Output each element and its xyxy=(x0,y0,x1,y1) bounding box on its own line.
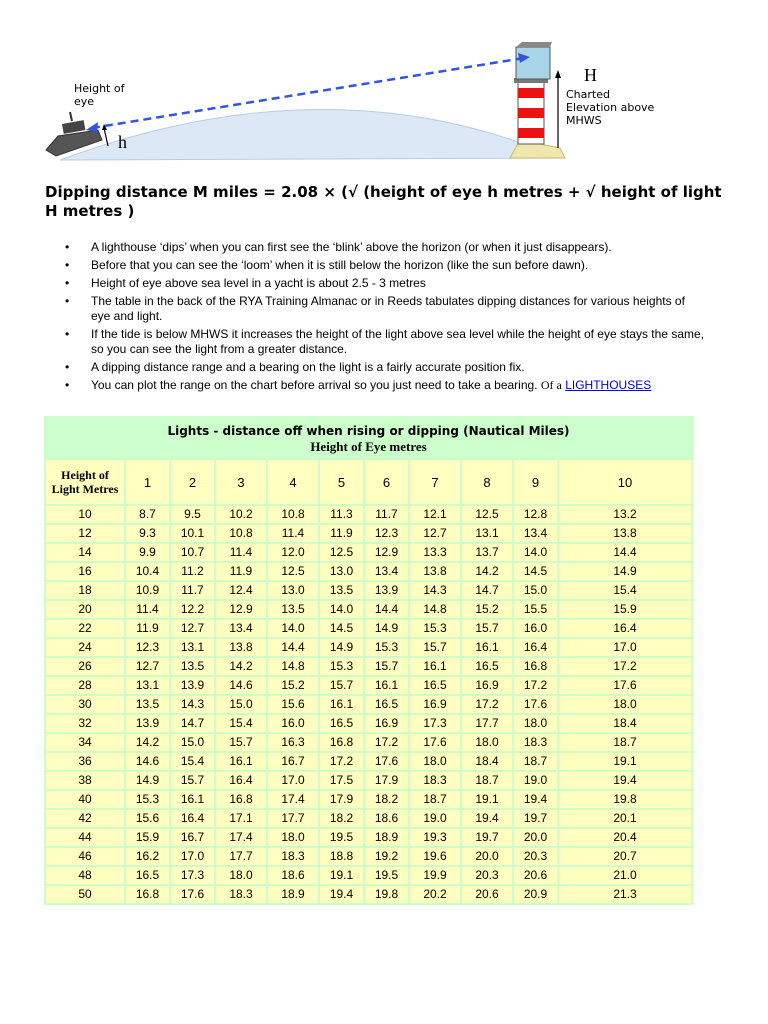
table-row xyxy=(46,886,691,903)
distance-cell: 13.9 xyxy=(171,677,214,694)
eye-height-header: 3 xyxy=(216,460,266,504)
light-height-cell: 28 xyxy=(46,677,124,694)
distance-cell: 18.3 xyxy=(268,848,318,865)
distance-cell: 19.8 xyxy=(365,886,408,903)
light-height-cell: 26 xyxy=(46,658,124,675)
distance-cell: 15.4 xyxy=(559,582,691,599)
distance-cell: 18.2 xyxy=(320,810,363,827)
distance-cell: 16.1 xyxy=(410,658,460,675)
lighthouses-link[interactable]: LIGHTHOUSES xyxy=(565,378,652,392)
distance-cell: 16.4 xyxy=(216,772,266,789)
distance-cell: 18.3 xyxy=(410,772,460,789)
distance-cell: 15.3 xyxy=(126,791,169,808)
eye-height-header: 1 xyxy=(126,460,169,504)
distance-cell: 13.4 xyxy=(365,563,408,580)
H-label: H xyxy=(584,65,597,85)
distance-cell: 15.7 xyxy=(320,677,363,694)
distance-cell: 17.7 xyxy=(268,810,318,827)
distance-cell: 12.5 xyxy=(462,506,512,523)
distance-cell: 17.6 xyxy=(171,886,214,903)
distance-cell: 14.8 xyxy=(410,601,460,618)
distance-cell: 14.3 xyxy=(171,696,214,713)
distance-cell: 15.7 xyxy=(410,639,460,656)
distance-cell: 15.9 xyxy=(559,601,691,618)
distance-cell: 19.5 xyxy=(365,867,408,884)
h-label: h xyxy=(118,132,127,152)
table-row xyxy=(46,544,691,561)
light-height-cell: 22 xyxy=(46,620,124,637)
distance-cell: 18.7 xyxy=(410,791,460,808)
distance-cell: 15.6 xyxy=(268,696,318,713)
distance-cell: 16.4 xyxy=(559,620,691,637)
distance-cell: 16.9 xyxy=(365,715,408,732)
distance-cell: 20.1 xyxy=(559,810,691,827)
distance-cell: 15.0 xyxy=(216,696,266,713)
distance-cell: 10.8 xyxy=(268,506,318,523)
eye-height-header: 8 xyxy=(462,460,512,504)
distance-cell: 8.7 xyxy=(126,506,169,523)
table-title-row xyxy=(46,418,691,458)
distance-cell: 21.3 xyxy=(559,886,691,903)
table-body xyxy=(46,418,691,903)
distance-cell: 18.0 xyxy=(559,696,691,713)
distance-cell: 12.7 xyxy=(126,658,169,675)
distance-cell: 16.5 xyxy=(365,696,408,713)
table-subtitle: Height of Eye metres xyxy=(310,439,427,454)
distance-cell: 14.0 xyxy=(514,544,557,561)
distance-cell: 14.5 xyxy=(320,620,363,637)
distance-cell: 15.3 xyxy=(320,658,363,675)
distance-cell: 18.3 xyxy=(216,886,266,903)
distance-cell: 14.2 xyxy=(216,658,266,675)
distance-cell: 18.4 xyxy=(462,753,512,770)
distance-cell: 13.0 xyxy=(268,582,318,599)
distance-cell: 19.3 xyxy=(410,829,460,846)
distance-cell: 15.7 xyxy=(216,734,266,751)
distance-cell: 15.7 xyxy=(171,772,214,789)
distance-cell: 18.0 xyxy=(410,753,460,770)
distance-cell: 19.1 xyxy=(320,867,363,884)
distance-cell: 20.7 xyxy=(559,848,691,865)
eye-height-header: 6 xyxy=(365,460,408,504)
distance-cell: 11.4 xyxy=(216,544,266,561)
bullet-text: You can plot the range on the chart before arrival so you just need to take a bearing. xyxy=(91,378,538,392)
distance-cell: 14.3 xyxy=(410,582,460,599)
distance-cell: 17.0 xyxy=(559,639,691,656)
distance-cell: 16.8 xyxy=(320,734,363,751)
distance-cell: 14.6 xyxy=(216,677,266,694)
distance-cell: 17.4 xyxy=(216,829,266,846)
distance-cell: 12.3 xyxy=(365,525,408,542)
list-item xyxy=(45,378,705,393)
distance-cell: 17.6 xyxy=(365,753,408,770)
bullet-suffix: Of a xyxy=(540,378,562,392)
table-row xyxy=(46,810,691,827)
distance-cell: 16.0 xyxy=(514,620,557,637)
distance-cell: 10.8 xyxy=(216,525,266,542)
light-height-cell: 42 xyxy=(46,810,124,827)
distance-cell: 20.9 xyxy=(514,886,557,903)
distance-cell: 15.6 xyxy=(126,810,169,827)
distance-cell: 19.4 xyxy=(462,810,512,827)
table-row xyxy=(46,582,691,599)
eye-height-header: 5 xyxy=(320,460,363,504)
distance-cell: 14.5 xyxy=(514,563,557,580)
distance-cell: 10.9 xyxy=(126,582,169,599)
distance-cell: 18.9 xyxy=(268,886,318,903)
distance-cell: 17.7 xyxy=(216,848,266,865)
light-height-cell: 30 xyxy=(46,696,124,713)
charted-elevation-label: Charted Elevation above MHWS xyxy=(566,88,655,127)
distance-cell: 13.7 xyxy=(462,544,512,561)
distance-cell: 13.8 xyxy=(216,639,266,656)
distance-cell: 17.2 xyxy=(320,753,363,770)
distance-cell: 16.1 xyxy=(216,753,266,770)
distance-cell: 16.7 xyxy=(171,829,214,846)
distance-cell: 16.1 xyxy=(171,791,214,808)
distance-cell: 19.1 xyxy=(462,791,512,808)
distance-cell: 18.8 xyxy=(320,848,363,865)
distance-cell: 9.5 xyxy=(171,506,214,523)
distance-cell: 19.1 xyxy=(559,753,691,770)
distance-cell: 16.5 xyxy=(320,715,363,732)
light-height-cell: 46 xyxy=(46,848,124,865)
distance-cell: 16.3 xyxy=(268,734,318,751)
distance-cell: 11.4 xyxy=(126,601,169,618)
distance-cell: 11.2 xyxy=(171,563,214,580)
table-row xyxy=(46,791,691,808)
eye-height-header: 9 xyxy=(514,460,557,504)
distance-cell: 17.5 xyxy=(320,772,363,789)
distance-cell: 18.0 xyxy=(268,829,318,846)
distance-cell: 13.4 xyxy=(216,620,266,637)
table-row xyxy=(46,715,691,732)
distance-cell: 17.3 xyxy=(171,867,214,884)
distance-cell: 11.9 xyxy=(320,525,363,542)
table-row xyxy=(46,867,691,884)
distance-cell: 14.0 xyxy=(320,601,363,618)
distance-cell: 15.7 xyxy=(365,658,408,675)
distance-cell: 13.5 xyxy=(268,601,318,618)
distance-cell: 16.5 xyxy=(462,658,512,675)
distance-cell: 12.7 xyxy=(410,525,460,542)
distance-cell: 17.6 xyxy=(559,677,691,694)
distance-cell: 14.9 xyxy=(365,620,408,637)
distance-cell: 14.4 xyxy=(268,639,318,656)
distance-cell: 16.0 xyxy=(268,715,318,732)
table-row xyxy=(46,601,691,618)
distance-cell: 17.0 xyxy=(171,848,214,865)
list-item: • If the tide is below MHWS it increases the height of the light above sea level while the height of eye stays the same, so you can see the light from a greater distance. xyxy=(45,327,705,357)
light-height-cell: 36 xyxy=(46,753,124,770)
distance-cell: 16.7 xyxy=(268,753,318,770)
distance-cell: 14.7 xyxy=(462,582,512,599)
table-row xyxy=(46,677,691,694)
distance-cell: 18.7 xyxy=(514,753,557,770)
eye-height-header: 10 xyxy=(559,460,691,504)
distance-cell: 16.9 xyxy=(410,696,460,713)
distance-cell: 13.5 xyxy=(320,582,363,599)
distance-cell: 14.2 xyxy=(126,734,169,751)
eye-height-header: 4 xyxy=(268,460,318,504)
distance-cell: 20.2 xyxy=(410,886,460,903)
distance-cell: 19.7 xyxy=(514,810,557,827)
distance-cell: 11.9 xyxy=(216,563,266,580)
light-height-cell: 10 xyxy=(46,506,124,523)
distance-cell: 15.2 xyxy=(462,601,512,618)
light-height-cell: 40 xyxy=(46,791,124,808)
distance-cell: 18.0 xyxy=(514,715,557,732)
distance-cell: 15.7 xyxy=(462,620,512,637)
light-height-cell: 44 xyxy=(46,829,124,846)
distance-cell: 17.2 xyxy=(559,658,691,675)
dipping-distance-diagram xyxy=(0,0,768,170)
distance-cell: 17.2 xyxy=(514,677,557,694)
distance-cell: 14.6 xyxy=(126,753,169,770)
light-height-cell: 48 xyxy=(46,867,124,884)
distance-cell: 10.1 xyxy=(171,525,214,542)
distance-cell: 14.4 xyxy=(365,601,408,618)
light-height-cell: 20 xyxy=(46,601,124,618)
distance-cell: 16.1 xyxy=(320,696,363,713)
distance-cell: 11.4 xyxy=(268,525,318,542)
distance-cell: 18.0 xyxy=(462,734,512,751)
distance-cell: 12.2 xyxy=(171,601,214,618)
distance-cell: 11.7 xyxy=(365,506,408,523)
distance-cell: 16.1 xyxy=(365,677,408,694)
distance-cell: 15.0 xyxy=(171,734,214,751)
distance-cell: 16.2 xyxy=(126,848,169,865)
table-row xyxy=(46,525,691,542)
distance-cell: 16.8 xyxy=(126,886,169,903)
distance-cell: 20.3 xyxy=(462,867,512,884)
distance-cell: 17.2 xyxy=(462,696,512,713)
distance-cell: 11.3 xyxy=(320,506,363,523)
distance-cell: 13.5 xyxy=(126,696,169,713)
table-row xyxy=(46,772,691,789)
dipping-distance-table xyxy=(44,416,693,905)
h-arrow xyxy=(104,128,108,146)
distance-cell: 18.2 xyxy=(365,791,408,808)
distance-cell: 17.6 xyxy=(514,696,557,713)
distance-cell: 15.3 xyxy=(410,620,460,637)
distance-cell: 15.5 xyxy=(514,601,557,618)
distance-cell: 18.3 xyxy=(514,734,557,751)
distance-cell: 19.0 xyxy=(514,772,557,789)
distance-cell: 14.9 xyxy=(126,772,169,789)
distance-cell: 12.7 xyxy=(171,620,214,637)
eye-height-header: 2 xyxy=(171,460,214,504)
distance-cell: 16.8 xyxy=(514,658,557,675)
distance-cell: 14.4 xyxy=(559,544,691,561)
list-item: • Height of eye above sea level in a yacht is about 2.5 - 3 metres xyxy=(45,276,705,291)
distance-cell: 12.4 xyxy=(216,582,266,599)
distance-cell: 12.3 xyxy=(126,639,169,656)
distance-cell: 12.5 xyxy=(320,544,363,561)
list-item: • A lighthouse ‘dips’ when you can first see the ‘blink’ above the horizon (or when it just disappears). xyxy=(45,240,705,255)
light-height-cell: 38 xyxy=(46,772,124,789)
distance-cell: 19.4 xyxy=(514,791,557,808)
distance-cell: 14.9 xyxy=(320,639,363,656)
distance-cell: 16.5 xyxy=(126,867,169,884)
distance-cell: 18.0 xyxy=(216,867,266,884)
distance-cell: 17.9 xyxy=(365,772,408,789)
distance-cell: 18.6 xyxy=(268,867,318,884)
distance-cell: 19.8 xyxy=(559,791,691,808)
distance-cell: 17.7 xyxy=(462,715,512,732)
eye-height-header: 7 xyxy=(410,460,460,504)
table-row xyxy=(46,848,691,865)
distance-cell: 13.1 xyxy=(171,639,214,656)
distance-cell: 19.9 xyxy=(410,867,460,884)
distance-cell: 20.0 xyxy=(462,848,512,865)
distance-cell: 19.5 xyxy=(320,829,363,846)
table-row xyxy=(46,620,691,637)
light-height-cell: 24 xyxy=(46,639,124,656)
light-height-cell: 16 xyxy=(46,563,124,580)
table-row xyxy=(46,753,691,770)
light-height-cell: 50 xyxy=(46,886,124,903)
table-header-row xyxy=(46,460,691,504)
distance-cell: 19.6 xyxy=(410,848,460,865)
distance-cell: 15.9 xyxy=(126,829,169,846)
distance-cell: 11.7 xyxy=(171,582,214,599)
distance-cell: 20.0 xyxy=(514,829,557,846)
distance-cell: 13.8 xyxy=(410,563,460,580)
distance-cell: 16.9 xyxy=(462,677,512,694)
distance-cell: 9.3 xyxy=(126,525,169,542)
bullet-list xyxy=(45,240,705,396)
distance-cell: 10.7 xyxy=(171,544,214,561)
distance-cell: 12.9 xyxy=(216,601,266,618)
distance-cell: 13.1 xyxy=(126,677,169,694)
distance-cell: 14.8 xyxy=(268,658,318,675)
distance-cell: 11.9 xyxy=(126,620,169,637)
distance-cell: 16.4 xyxy=(171,810,214,827)
light-height-cell: 32 xyxy=(46,715,124,732)
distance-cell: 16.1 xyxy=(462,639,512,656)
distance-cell: 20.6 xyxy=(462,886,512,903)
distance-cell: 13.2 xyxy=(559,506,691,523)
table-row xyxy=(46,639,691,656)
distance-cell: 19.4 xyxy=(320,886,363,903)
distance-cell: 13.9 xyxy=(126,715,169,732)
distance-cell: 13.8 xyxy=(559,525,691,542)
distance-cell: 13.9 xyxy=(365,582,408,599)
distance-cell: 12.8 xyxy=(514,506,557,523)
distance-cell: 18.7 xyxy=(559,734,691,751)
distance-cell: 18.7 xyxy=(462,772,512,789)
table-row xyxy=(46,734,691,751)
dipping-distance-formula: Dipping distance M miles = 2.08 × (√ (height of eye h metres + √ height of light H metres ) xyxy=(45,183,722,220)
distance-cell: 19.7 xyxy=(462,829,512,846)
distance-cell: 20.4 xyxy=(559,829,691,846)
distance-cell: 14.7 xyxy=(171,715,214,732)
table-row xyxy=(46,829,691,846)
distance-cell: 14.2 xyxy=(462,563,512,580)
distance-cell: 17.4 xyxy=(268,791,318,808)
distance-cell: 18.6 xyxy=(365,810,408,827)
distance-cell: 12.5 xyxy=(268,563,318,580)
distance-cell: 16.8 xyxy=(216,791,266,808)
distance-cell: 17.2 xyxy=(365,734,408,751)
distance-cell: 17.1 xyxy=(216,810,266,827)
distance-cell: 19.2 xyxy=(365,848,408,865)
distance-cell: 12.9 xyxy=(365,544,408,561)
distance-cell: 17.3 xyxy=(410,715,460,732)
distance-cell: 13.3 xyxy=(410,544,460,561)
table-row xyxy=(46,696,691,713)
distance-cell: 13.1 xyxy=(462,525,512,542)
distance-cell: 13.4 xyxy=(514,525,557,542)
table-row xyxy=(46,506,691,523)
distance-cell: 17.0 xyxy=(268,772,318,789)
distance-cell: 19.0 xyxy=(410,810,460,827)
table-title-cell xyxy=(46,418,691,458)
distance-cell: 14.9 xyxy=(559,563,691,580)
distance-cell: 15.0 xyxy=(514,582,557,599)
distance-cell: 14.0 xyxy=(268,620,318,637)
distance-cell: 16.5 xyxy=(410,677,460,694)
distance-cell: 18.4 xyxy=(559,715,691,732)
light-height-cell: 34 xyxy=(46,734,124,751)
light-height-cell: 18 xyxy=(46,582,124,599)
distance-cell: 20.3 xyxy=(514,848,557,865)
distance-cell: 12.1 xyxy=(410,506,460,523)
distance-cell: 10.4 xyxy=(126,563,169,580)
eye-label: Height of eye xyxy=(74,82,125,108)
list-item: • The table in the back of the RYA Training Almanac or in Reeds tabulates dipping distances for various heights of eye and light. xyxy=(45,294,705,324)
distance-cell: 17.6 xyxy=(410,734,460,751)
distance-cell: 12.0 xyxy=(268,544,318,561)
sea-curve xyxy=(60,109,560,160)
table-row xyxy=(46,658,691,675)
distance-cell: 10.2 xyxy=(216,506,266,523)
distance-cell: 15.3 xyxy=(365,639,408,656)
distance-cell: 13.0 xyxy=(320,563,363,580)
distance-cell: 17.9 xyxy=(320,791,363,808)
list-item: • Before that you can see the ‘loom’ when it is still below the horizon (like the sun before dawn). xyxy=(45,258,705,273)
distance-cell: 20.6 xyxy=(514,867,557,884)
distance-cell: 18.9 xyxy=(365,829,408,846)
distance-cell: 21.0 xyxy=(559,867,691,884)
distance-cell: 19.4 xyxy=(559,772,691,789)
light-height-cell: 14 xyxy=(46,544,124,561)
table-title: Lights - distance off when rising or dipping (Nautical Miles) xyxy=(167,424,570,438)
distance-cell: 9.9 xyxy=(126,544,169,561)
light-height-cell: 12 xyxy=(46,525,124,542)
distance-cell: 13.5 xyxy=(171,658,214,675)
distance-cell: 16.4 xyxy=(514,639,557,656)
distance-cell: 15.2 xyxy=(268,677,318,694)
row-header-label: Height of Light Metres xyxy=(46,460,124,504)
distance-cell: 15.4 xyxy=(171,753,214,770)
table-row xyxy=(46,563,691,580)
distance-cell: 15.4 xyxy=(216,715,266,732)
list-item: • A dipping distance range and a bearing on the light is a fairly accurate position fix. xyxy=(45,360,705,375)
